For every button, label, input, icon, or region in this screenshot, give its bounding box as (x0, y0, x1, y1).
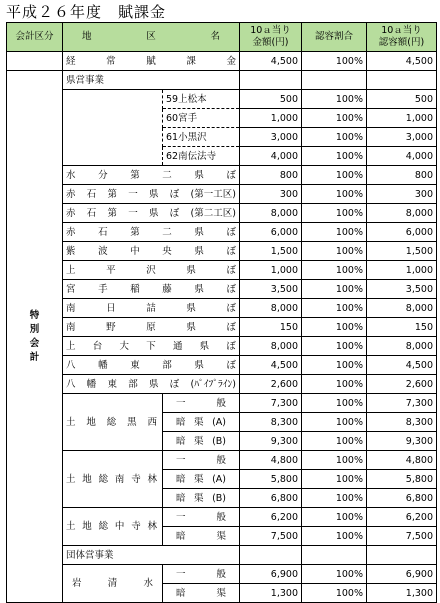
table-row (7, 565, 437, 584)
split-district-name: 土 地 総 黒 西 (63, 394, 163, 451)
ratio-cell: 100% (302, 204, 367, 223)
approved-cell: 4,800 (367, 451, 437, 470)
ratio-cell: 100% (302, 185, 367, 204)
ratio-cell: 100% (302, 109, 367, 128)
district-name: 赤 石 第 一 県 ぼ (第二工区) (66, 207, 236, 219)
amount-cell: 8,300 (240, 413, 302, 432)
approved-cell: 8,300 (367, 413, 437, 432)
amount-cell: 800 (240, 166, 302, 185)
approved-cell: 150 (367, 318, 437, 337)
ratio-cell: 100% (302, 413, 367, 432)
sub-type-label: 一 般 (163, 451, 240, 470)
ratio-cell: 100% (302, 147, 367, 166)
approved-cell: 7,500 (367, 527, 437, 546)
amount-cell: 6,200 (240, 508, 302, 527)
table-row (7, 508, 437, 527)
sub-district-name: 60宮手 (163, 109, 240, 128)
amount-cell: 6,900 (240, 565, 302, 584)
district-name: 宮 手 稲 藤 県 ぼ (66, 283, 236, 295)
approved-cell: 800 (367, 166, 437, 185)
approved-cell: 6,000 (367, 223, 437, 242)
approved-cell: 4,500 (367, 356, 437, 375)
sub-type-label: 一 般 (163, 394, 240, 413)
amount-cell: 7,500 (240, 527, 302, 546)
district-row-name (63, 204, 240, 223)
amount-cell: 1,000 (240, 261, 302, 280)
sub-type-label: 暗 渠 (B) (163, 489, 240, 508)
amount-cell: 5,800 (240, 470, 302, 489)
sub-type-label: 暗 渠 (163, 584, 240, 603)
table-row (7, 204, 437, 223)
approved-cell: 3,500 (367, 280, 437, 299)
table-row (7, 375, 437, 394)
empty-cell (240, 546, 302, 565)
approved-cell: 2,600 (367, 375, 437, 394)
approved-cell: 8,000 (367, 337, 437, 356)
table-body (7, 52, 437, 603)
approved-cell: 9,300 (367, 432, 437, 451)
ratio-cell: 100% (302, 223, 367, 242)
table-header-row (7, 23, 437, 52)
ratio-cell: 100% (302, 299, 367, 318)
header-category: 会計区分 (7, 23, 63, 52)
amount-cell: 300 (240, 185, 302, 204)
district-name: 赤 石 第 二 県 ぼ (66, 226, 236, 238)
ratio-cell: 100% (302, 52, 367, 71)
ratio-cell: 100% (302, 394, 367, 413)
amount-cell: 4,500 (240, 52, 302, 71)
district-row-name (63, 318, 240, 337)
approved-cell: 1,000 (367, 109, 437, 128)
district-name: 経 常 賦 課 金 (66, 55, 236, 67)
approved-cell: 4,000 (367, 147, 437, 166)
amount-cell: 1,300 (240, 584, 302, 603)
district-row-name (63, 280, 240, 299)
amount-cell: 6,000 (240, 223, 302, 242)
category-blank (7, 52, 63, 71)
table-row (7, 337, 437, 356)
amount-cell: 4,800 (240, 451, 302, 470)
ratio-cell: 100% (302, 337, 367, 356)
table-row (7, 394, 437, 413)
empty-cell (240, 71, 302, 90)
amount-cell: 150 (240, 318, 302, 337)
indent-cell (63, 90, 163, 166)
ratio-cell: 100% (302, 489, 367, 508)
table-row (7, 318, 437, 337)
table-row (7, 299, 437, 318)
sub-type-label: 暗 渠 (A) (163, 470, 240, 489)
ratio-cell: 100% (302, 318, 367, 337)
amount-cell: 8,000 (240, 204, 302, 223)
header-district: 地 区 名 (63, 23, 240, 52)
table-row (7, 185, 437, 204)
ratio-cell: 100% (302, 451, 367, 470)
district-row-name (63, 356, 240, 375)
header-amount: 10ａ当り 金額(円) (240, 23, 302, 52)
ratio-cell: 100% (302, 527, 367, 546)
amount-cell: 4,000 (240, 147, 302, 166)
sub-district-name: 59上松本 (163, 90, 240, 109)
fee-table (6, 22, 437, 603)
approved-cell: 500 (367, 90, 437, 109)
ratio-cell: 100% (302, 242, 367, 261)
sub-type-label: 暗 渠 (B) (163, 432, 240, 451)
district-row-name (63, 261, 240, 280)
approved-cell: 6,800 (367, 489, 437, 508)
empty-cell (302, 546, 367, 565)
district-name: 南 日 詰 県 ぼ (66, 302, 236, 314)
approved-cell: 6,200 (367, 508, 437, 527)
approved-cell: 8,000 (367, 299, 437, 318)
district-name: 八 幡 東 部 県 ぼ (ﾊﾟｲﾌﾟﾗｲﾝ) (66, 378, 236, 390)
split-district-name: 土 地 総 南 寺 林 (63, 451, 163, 508)
ratio-cell: 100% (302, 90, 367, 109)
district-row-name (63, 375, 240, 394)
ratio-cell: 100% (302, 584, 367, 603)
district-name: 水 分 第 二 県 ぼ (66, 169, 236, 181)
sub-type-label: 一 般 (163, 508, 240, 527)
amount-cell: 1,000 (240, 109, 302, 128)
ratio-cell: 100% (302, 261, 367, 280)
sub-type-label: 一 般 (163, 565, 240, 584)
district-row-name (63, 337, 240, 356)
amount-cell: 500 (240, 90, 302, 109)
table-row (7, 71, 437, 90)
amount-cell: 4,500 (240, 356, 302, 375)
table-row (7, 242, 437, 261)
district-row-name (63, 242, 240, 261)
approved-cell: 1,300 (367, 584, 437, 603)
ratio-cell: 100% (302, 280, 367, 299)
approved-cell: 4,500 (367, 52, 437, 71)
amount-cell: 2,600 (240, 375, 302, 394)
sub-district-name: 61小黒沢 (163, 128, 240, 147)
ratio-cell: 100% (302, 432, 367, 451)
approved-cell: 1,000 (367, 261, 437, 280)
empty-cell (367, 71, 437, 90)
split-district-name: 岩 清 水 (63, 565, 163, 603)
amount-cell: 6,800 (240, 489, 302, 508)
sub-district-name: 62南伝法寺 (163, 147, 240, 166)
page-title: 平成２６年度 賦課金 (6, 3, 167, 21)
district-name: 紫 波 中 央 県 ぼ (66, 245, 236, 257)
header-ratio: 認容割合 (302, 23, 367, 52)
district-name: 八 幡 東 部 県 ぼ (66, 359, 236, 371)
approved-cell: 300 (367, 185, 437, 204)
table-row (7, 223, 437, 242)
table-row (7, 356, 437, 375)
general-name (63, 52, 240, 71)
amount-cell: 8,000 (240, 299, 302, 318)
header-approved: 10ａ当り 認容額(円) (367, 23, 437, 52)
district-name: 上 台 大 下 通 県 ぼ (66, 340, 236, 352)
table-row (7, 90, 437, 109)
group-heading: 団体営事業 (63, 546, 240, 565)
empty-cell (302, 71, 367, 90)
district-row-name (63, 299, 240, 318)
approved-cell: 5,800 (367, 470, 437, 489)
district-name: 上 平 沢 県 ぼ (66, 264, 236, 276)
approved-cell: 6,900 (367, 565, 437, 584)
amount-cell: 3,000 (240, 128, 302, 147)
table-row (7, 451, 437, 470)
approved-cell: 1,500 (367, 242, 437, 261)
amount-cell: 3,500 (240, 280, 302, 299)
amount-cell: 7,300 (240, 394, 302, 413)
district-row-name (63, 185, 240, 204)
district-row-name (63, 223, 240, 242)
amount-cell: 1,500 (240, 242, 302, 261)
ratio-cell: 100% (302, 356, 367, 375)
sub-type-label: 暗 渠 (163, 527, 240, 546)
ratio-cell: 100% (302, 470, 367, 489)
ratio-cell: 100% (302, 128, 367, 147)
amount-cell: 8,000 (240, 337, 302, 356)
ratio-cell: 100% (302, 166, 367, 185)
approved-cell: 3,000 (367, 128, 437, 147)
table-row (7, 280, 437, 299)
district-row-name (63, 166, 240, 185)
table-row (7, 261, 437, 280)
ratio-cell: 100% (302, 508, 367, 527)
district-name: 赤 石 第 一 県 ぼ (第一工区) (66, 188, 236, 200)
table-row (7, 52, 437, 71)
approved-cell: 8,000 (367, 204, 437, 223)
category-cell (7, 71, 63, 603)
sub-type-label: 暗 渠 (A) (163, 413, 240, 432)
table-row (7, 166, 437, 185)
approved-cell: 7,300 (367, 394, 437, 413)
split-district-name: 土 地 総 中 寺 林 (63, 508, 163, 546)
table-row (7, 546, 437, 565)
group-heading: 県営事業 (63, 71, 240, 90)
ratio-cell: 100% (302, 375, 367, 394)
district-name: 南 野 原 県 ぼ (66, 321, 236, 333)
category-label: 特 別 会 計 (29, 309, 40, 363)
empty-cell (367, 546, 437, 565)
ratio-cell: 100% (302, 565, 367, 584)
amount-cell: 9,300 (240, 432, 302, 451)
